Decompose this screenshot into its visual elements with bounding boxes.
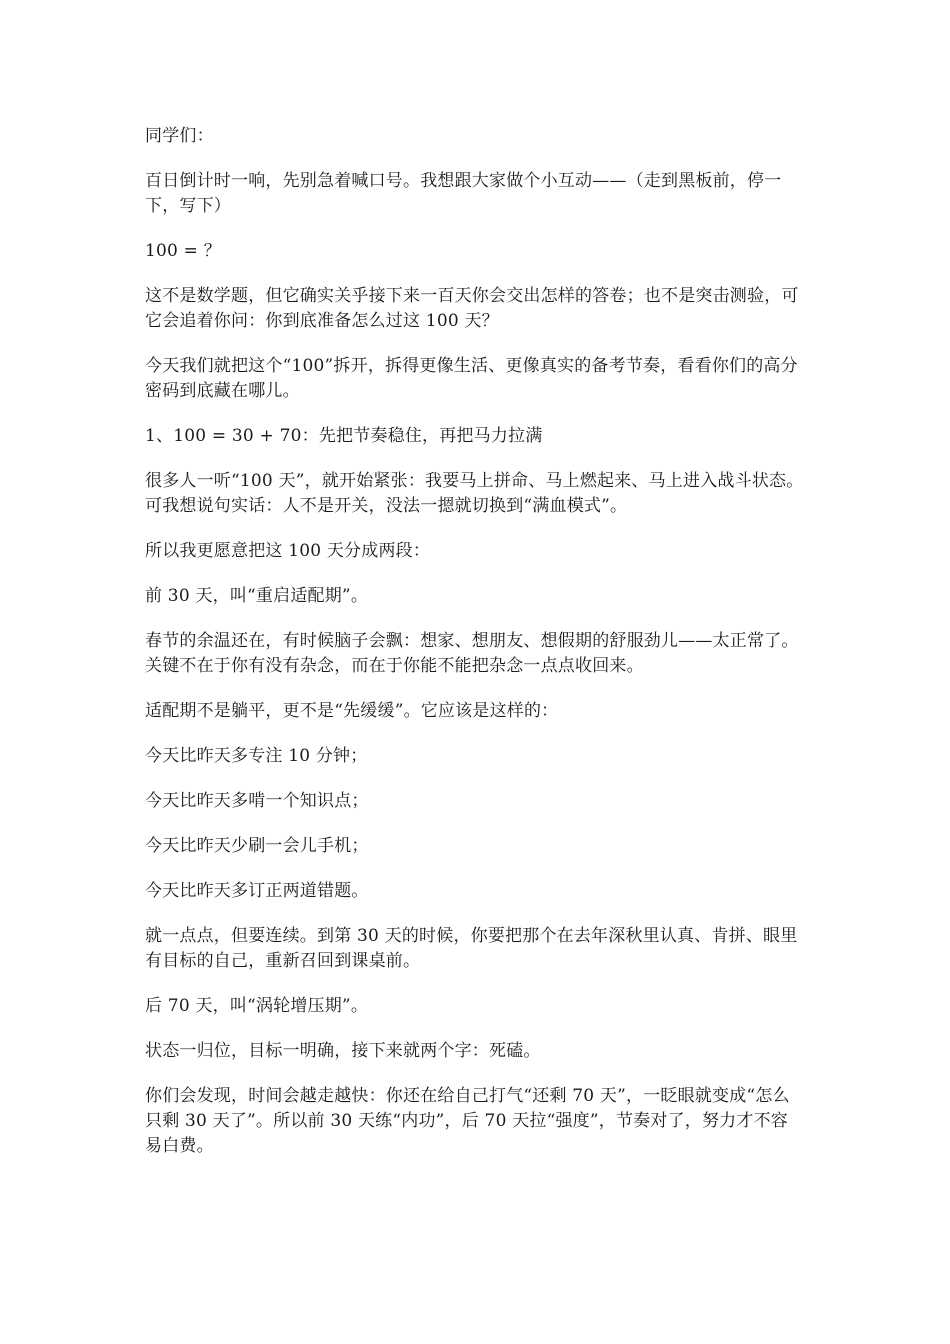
paragraph: 这不是数学题，但它确实关乎接下来一百天你会交出怎样的答卷；也不是突击测验，可它会追着你问：你到底准备怎么过这 100 天？ (145, 286, 799, 331)
paragraph: 所以我更愿意把这 100 天分成两段： (145, 541, 431, 561)
paragraph: 春节的余温还在，有时候脑子会飘：想家、想朋友、想假期的舒服劲儿——太正常了。关键不在于你有没有杂念，而在于你能不能把杂念一点点收回来。 (145, 631, 799, 676)
list-line: 今天比昨天多啃一个知识点； (145, 791, 369, 811)
paragraph: 今天我们就把这个“100”拆开，拆得更像生活、更像真实的备考节奏，看看你们的高分密码到底藏在哪儿。 (145, 356, 798, 401)
list-line: 今天比昨天多订正两道错题。 (145, 881, 369, 901)
paragraph: 很多人一听“100 天”，就开始紧张：我要马上拼命、马上燃起来、马上进入战斗状态。可我想说句实话：人不是开关，没法一摁就切换到“满血模式”。 (145, 471, 804, 516)
paragraph: 状态一归位，目标一明确，接下来就两个字：死磕。 (145, 1041, 541, 1061)
section-heading: 1、100 = 30 + 70：先把节奏稳住，再把马力拉满 (145, 426, 543, 446)
paragraph: 百日倒计时一响，先别急着喊口号。我想跟大家做个小互动——（走到黑板前，停一下，写下） (145, 171, 782, 216)
paragraph: 就一点点，但要连续。到第 30 天的时候，你要把那个在去年深秋里认真、肯拼、眼里有目标的自己，重新召回到课桌前。 (145, 926, 798, 971)
blackboard-equation: 100 = ？ (145, 241, 221, 261)
document-body (145, 124, 805, 1179)
paragraph: 你们会发现，时间会越走越快：你还在给自己打气“还剩 70 天”，一眨眼就变成“怎么只剩 30 天了”。所以前 30 天练“内功”，后 70 天拉“强度”，节奏对了，努力才不容易白费。 (145, 1086, 790, 1156)
paragraph: 前 30 天，叫“重启适配期”。 (145, 586, 369, 606)
list-line: 今天比昨天多专注 10 分钟； (145, 746, 368, 766)
list-line: 今天比昨天少刷一会儿手机； (145, 836, 369, 856)
paragraph: 后 70 天，叫“涡轮增压期”。 (145, 996, 369, 1016)
paragraph: 适配期不是躺平，更不是“先缓缓”。它应该是这样的： (145, 701, 559, 721)
greeting: 同学们： (145, 126, 214, 146)
